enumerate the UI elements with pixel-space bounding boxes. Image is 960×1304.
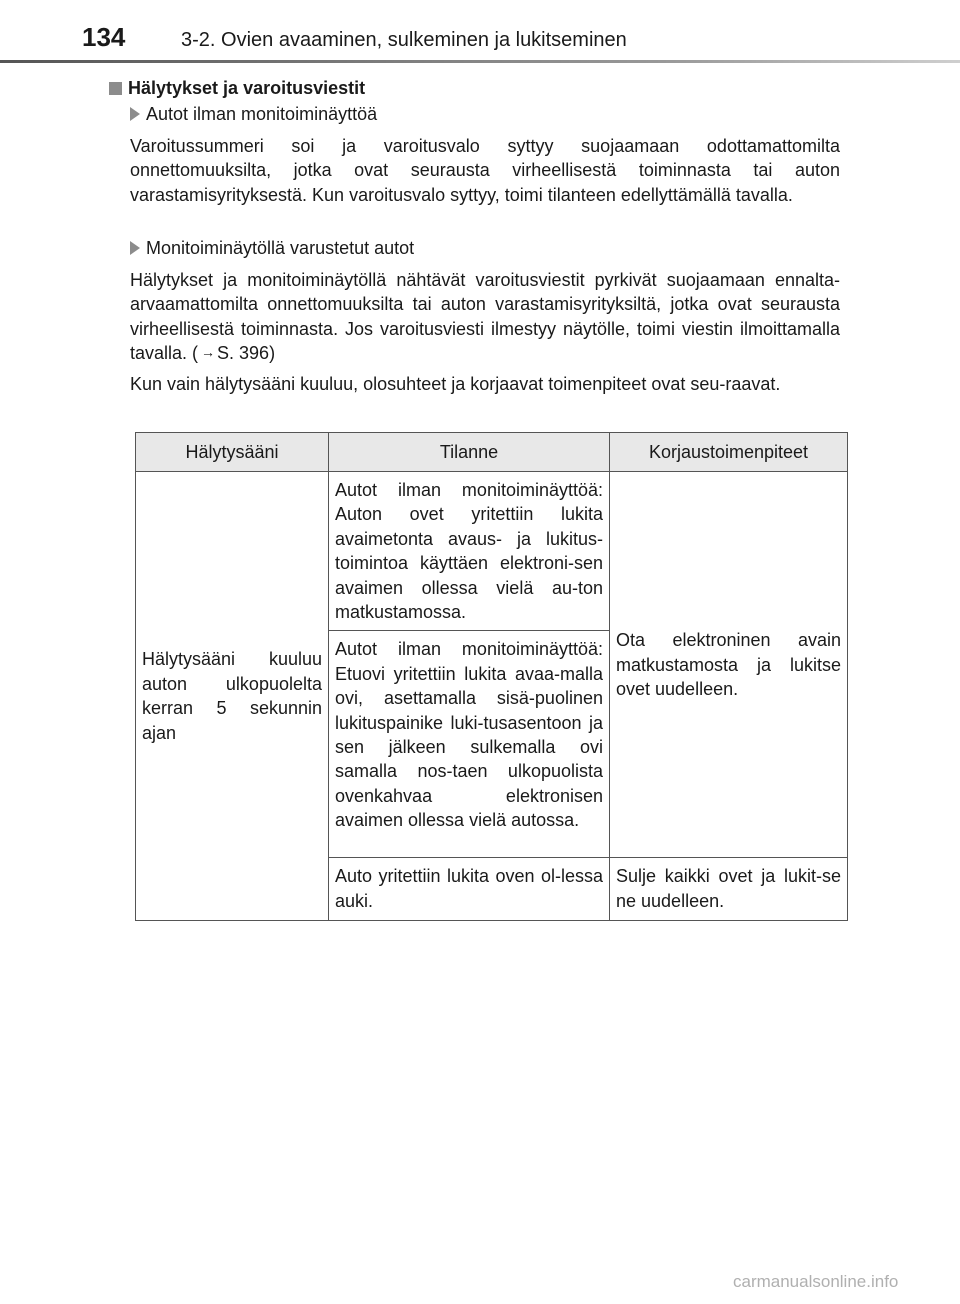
watermark: carmanualsonline.info [733,1272,899,1291]
reference-arrow-icon: → [201,344,216,361]
column-header-situation: Tilanne [329,433,610,472]
alarm-table [135,432,848,921]
paragraph-closing: Kun vain hälytysääni kuuluu, olosuhteet ja korjaavat toimenpiteet ovat seu-raavat. [130,374,781,394]
column-header-action: Korjaustoimenpiteet [610,433,848,472]
action-cell: Sulje kaikki ovet ja lukit-se ne uudelleen. [610,858,848,921]
situation-cell: Autot ilman monitoiminäyttöä: Auton ovet yritettiin lukita avaimetonta avaus- ja lukitus-toimintoa käyttäen elektroni-sen avaimen ollessa vielä au-ton matkustamossa. [329,472,610,631]
page-header [0,0,960,64]
section-heading-text: Hälytykset ja varoitusviestit [128,78,366,98]
paragraph-text: Hälytykset ja monitoiminäytöllä nähtävät varoitusviestit pyrkivät suojaamaan ennalta-arvaamattomilta onnettomuuksilta tai auton varastamisyrityksiltä, jotka ovat seurausta virheellisestä toiminnasta. Jos varoitusviesti ilmestyy näytölle, toimi viestin ilmoittamalla tavalla. ( [130,270,840,364]
table-row [136,472,848,631]
header-rule [0,60,960,63]
situation-cell: Autot ilman monitoiminäyttöä: Etuovi yritettiin lukita avaa-malla ovi, asettamalla sisä-puolinen lukituspainike luki-tusasentoon ja sen jälkeen sulkemalla ovi samalla nos-taen ulkopuolista ovenkahvaa elektronisen avaimen ollessa vielä autossa. [329,631,610,858]
chapter-title: 3-2. Ovien avaaminen, sulkeminen ja lukitseminen [181,29,627,51]
subsection-heading-with-display [130,238,414,259]
situation-cell: Auto yritettiin lukita oven ol-lessa auki. [329,858,610,921]
subsection-title: Monitoiminäytöllä varustetut autot [146,238,415,258]
section-heading [109,78,365,99]
triangle-bullet-icon [130,241,140,255]
square-bullet-icon [109,82,122,95]
subsection-heading-no-display [130,104,377,125]
page-number: 134 [82,22,126,52]
page-reference-link[interactable]: S. 396) [217,343,276,364]
paragraph-with-display [130,268,840,367]
triangle-bullet-icon [130,107,140,121]
action-cell: Ota elektroninen avain matkustamosta ja lukitse ovet uudelleen. [610,472,848,858]
table-header-row [136,433,848,472]
paragraph-no-display: Varoitussummeri soi ja varoitusvalo syttyy suojaamaan odottamattomilta onnettomuuksilta, jotka ovat seurausta virheellisestä toiminnasta tai auton varastamisyrityksestä. Kun varoitusvalo syttyy, toimi tilanteen edellyttämällä tavalla. [130,136,840,205]
column-header-alarm: Hälytysääni [136,433,329,472]
alarm-cell: Hälytysääni kuuluu auton ulkopuolelta kerran 5 sekunnin ajan [136,472,329,921]
subsection-title: Autot ilman monitoiminäyttöä [146,104,378,124]
